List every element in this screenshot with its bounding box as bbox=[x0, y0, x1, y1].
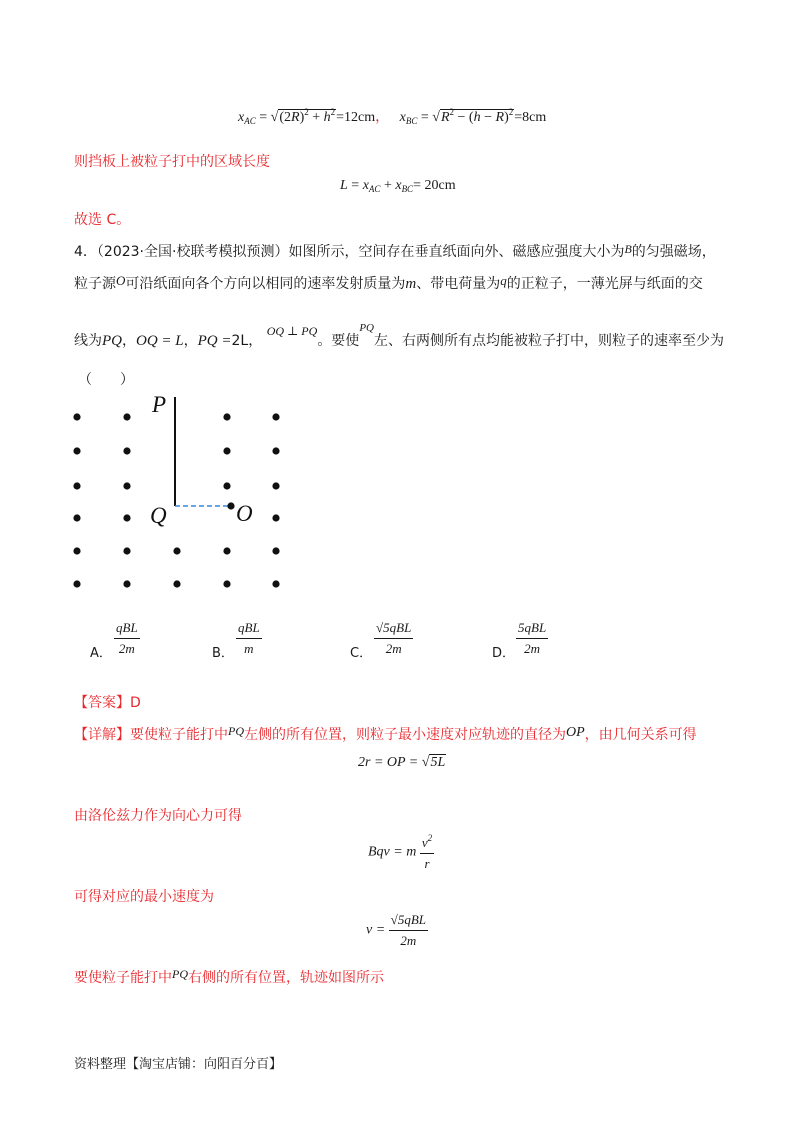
var-l: L bbox=[340, 178, 348, 193]
eq-v-exp: 2 bbox=[427, 833, 433, 843]
eq-2r-op: 2r = OP = bbox=[358, 755, 422, 770]
answer-label: 【答案】D bbox=[74, 695, 141, 711]
question-line-2 bbox=[74, 273, 703, 293]
eq-sqrt5l: 5L bbox=[430, 755, 446, 770]
question-text-2d: 的正粒子，一薄光屏与纸面的交 bbox=[506, 276, 703, 292]
question-text-3a: 线为 bbox=[74, 333, 102, 349]
question-text-1b: 的匀强磁场， bbox=[631, 244, 716, 260]
sub-ac: AC bbox=[244, 116, 256, 126]
right-side-text-a: 要使粒子能打中 bbox=[74, 970, 172, 986]
option-c-fraction: √5qBL 2m bbox=[376, 620, 412, 656]
var-pq: PQ bbox=[102, 333, 122, 349]
option-d-num: 5qBL bbox=[516, 620, 548, 639]
coef-2: 2 bbox=[284, 110, 291, 125]
eq-v2-over-r bbox=[420, 833, 434, 872]
var-o: O bbox=[116, 273, 126, 288]
oq-eq-l: OQ = L bbox=[136, 333, 184, 349]
sub-bc: BC bbox=[405, 116, 418, 126]
var-x3: x bbox=[362, 178, 369, 193]
right-side-text-b: 右侧的所有位置，轨迹如图所示 bbox=[188, 970, 384, 986]
option-b-num: qBL bbox=[236, 620, 262, 639]
question-text-3e: 。要使 bbox=[317, 333, 360, 349]
magnetic-field-figure bbox=[60, 390, 300, 605]
var-m: m bbox=[405, 276, 417, 292]
var-pq-2: PQ bbox=[359, 322, 374, 334]
value-8cm: =8cm bbox=[514, 110, 547, 125]
detail-var-op: OP bbox=[566, 725, 585, 740]
value-12cm: =12cm bbox=[336, 110, 376, 125]
var-r2: R bbox=[440, 110, 450, 125]
question-text-2c: 、带电荷量为 bbox=[416, 276, 501, 292]
equation-min-speed bbox=[366, 912, 428, 949]
option-b-fraction bbox=[236, 620, 262, 657]
detail-line bbox=[74, 724, 697, 744]
eq-r: r bbox=[424, 856, 430, 871]
options-row bbox=[90, 620, 610, 660]
conclusion-text: 则挡板上被粒子打中的区域长度 bbox=[74, 154, 270, 170]
option-b-den: m bbox=[244, 641, 254, 656]
eq-min-speed-frac: $\frac{\text{√5qBL}}{2m}$ bbox=[390, 912, 426, 948]
exp-2: 2 bbox=[304, 107, 309, 117]
option-c-letter: C． bbox=[350, 646, 373, 661]
question-text-2a: 粒子源 bbox=[74, 276, 116, 292]
sub-ac2: AC bbox=[368, 184, 381, 194]
option-a-letter: A． bbox=[90, 646, 112, 661]
question-text-3b: ， bbox=[122, 333, 136, 349]
question-source: （2023·全国·校联考模拟预测） bbox=[96, 244, 289, 260]
footer-text: 资料整理【淘宝店铺：向阳百分百】 bbox=[74, 1057, 283, 1072]
question-text-2b: 可沿纸面向各个方向以相同的速率发射质量为 bbox=[125, 276, 406, 292]
detail-text-c: ，由几何关系可得 bbox=[584, 727, 697, 743]
equation-lorentz bbox=[368, 833, 434, 872]
choose-c-text: 故选 C。 bbox=[74, 212, 131, 228]
right-side-line bbox=[74, 967, 384, 987]
question-line-1 bbox=[74, 241, 716, 261]
question-text-3f: 左、右两侧所有点均能被粒子打中，则粒子的速率至少为 bbox=[373, 333, 724, 349]
question-line-3 bbox=[74, 322, 724, 350]
label-p: P bbox=[152, 392, 167, 417]
eq-sqrt5-qbl: 5qBL bbox=[397, 912, 426, 927]
exp-2b: 2 bbox=[330, 107, 336, 117]
option-a-den: 2m bbox=[118, 641, 135, 656]
detail-text-b: 左侧的所有位置，则粒子最小速度对应轨迹的直径为 bbox=[244, 727, 566, 743]
right-side-var-pq: PQ bbox=[172, 967, 188, 981]
var-x: x bbox=[238, 110, 245, 125]
option-d-fraction bbox=[516, 620, 548, 657]
equation-l-sum: $L = x_{AC} + x_{BC}= 20cm$ bbox=[340, 178, 456, 194]
var-q: q bbox=[500, 273, 507, 288]
option-d-letter: D． bbox=[492, 646, 516, 661]
sub-bc2: BC bbox=[401, 184, 414, 194]
equation-x-ac-bc: $x_{AC} = √(2R)^2 + h^2=12cm$， $x_{BC} = √R^2 - (h - R)^2=8cm$ bbox=[238, 107, 547, 126]
eq-v: v bbox=[421, 835, 428, 850]
option-c-num: 5qBL bbox=[383, 620, 412, 635]
option-b-letter: B． bbox=[212, 646, 234, 661]
oq-perp-pq: OQ ⊥ PQ bbox=[266, 324, 318, 338]
option-a-num: qBL bbox=[114, 620, 140, 639]
min-speed-text: 可得对应的最小速度为 bbox=[74, 889, 214, 905]
exp-2d: 2 bbox=[508, 107, 514, 117]
value-20cm: = 20cm bbox=[413, 178, 456, 193]
option-a-fraction bbox=[114, 620, 140, 657]
var-b: B bbox=[624, 242, 632, 256]
eq-bqv: Bqv = m bbox=[368, 844, 417, 860]
var-x4: x bbox=[395, 178, 402, 193]
exp-2c: 2 bbox=[449, 107, 455, 117]
label-q: Q bbox=[150, 503, 167, 528]
var-r: R bbox=[291, 110, 300, 125]
source-point-o bbox=[227, 502, 234, 509]
option-d-den: 2m bbox=[524, 641, 541, 656]
eq-2m: 2m bbox=[400, 933, 417, 948]
question-text-1: 如图所示，空间存在垂直纸面向外、磁感应强度大小为 bbox=[288, 244, 625, 260]
var-r3: R bbox=[495, 110, 505, 125]
eq-v-eq: v = bbox=[366, 922, 386, 938]
var-x2: x bbox=[399, 110, 406, 125]
pq-eq: PQ = bbox=[197, 333, 232, 349]
equation-diameter: 2r = OP = √5L bbox=[358, 755, 446, 770]
option-c-den: 2m bbox=[385, 641, 402, 656]
question-text-3d: 2L， bbox=[231, 333, 263, 349]
var-h: h bbox=[323, 110, 331, 125]
detail-text-a: 【详解】要使粒子能打中 bbox=[74, 727, 228, 743]
label-o: O bbox=[236, 501, 253, 526]
var-h2: h bbox=[473, 110, 481, 125]
detail-var-pq: PQ bbox=[228, 724, 244, 738]
lorentz-text: 由洛伦兹力作为向心力可得 bbox=[74, 808, 242, 824]
question-number: 4． bbox=[74, 244, 97, 260]
question-text-3c: ， bbox=[183, 333, 198, 349]
answer-paren: （ ） bbox=[78, 372, 134, 388]
